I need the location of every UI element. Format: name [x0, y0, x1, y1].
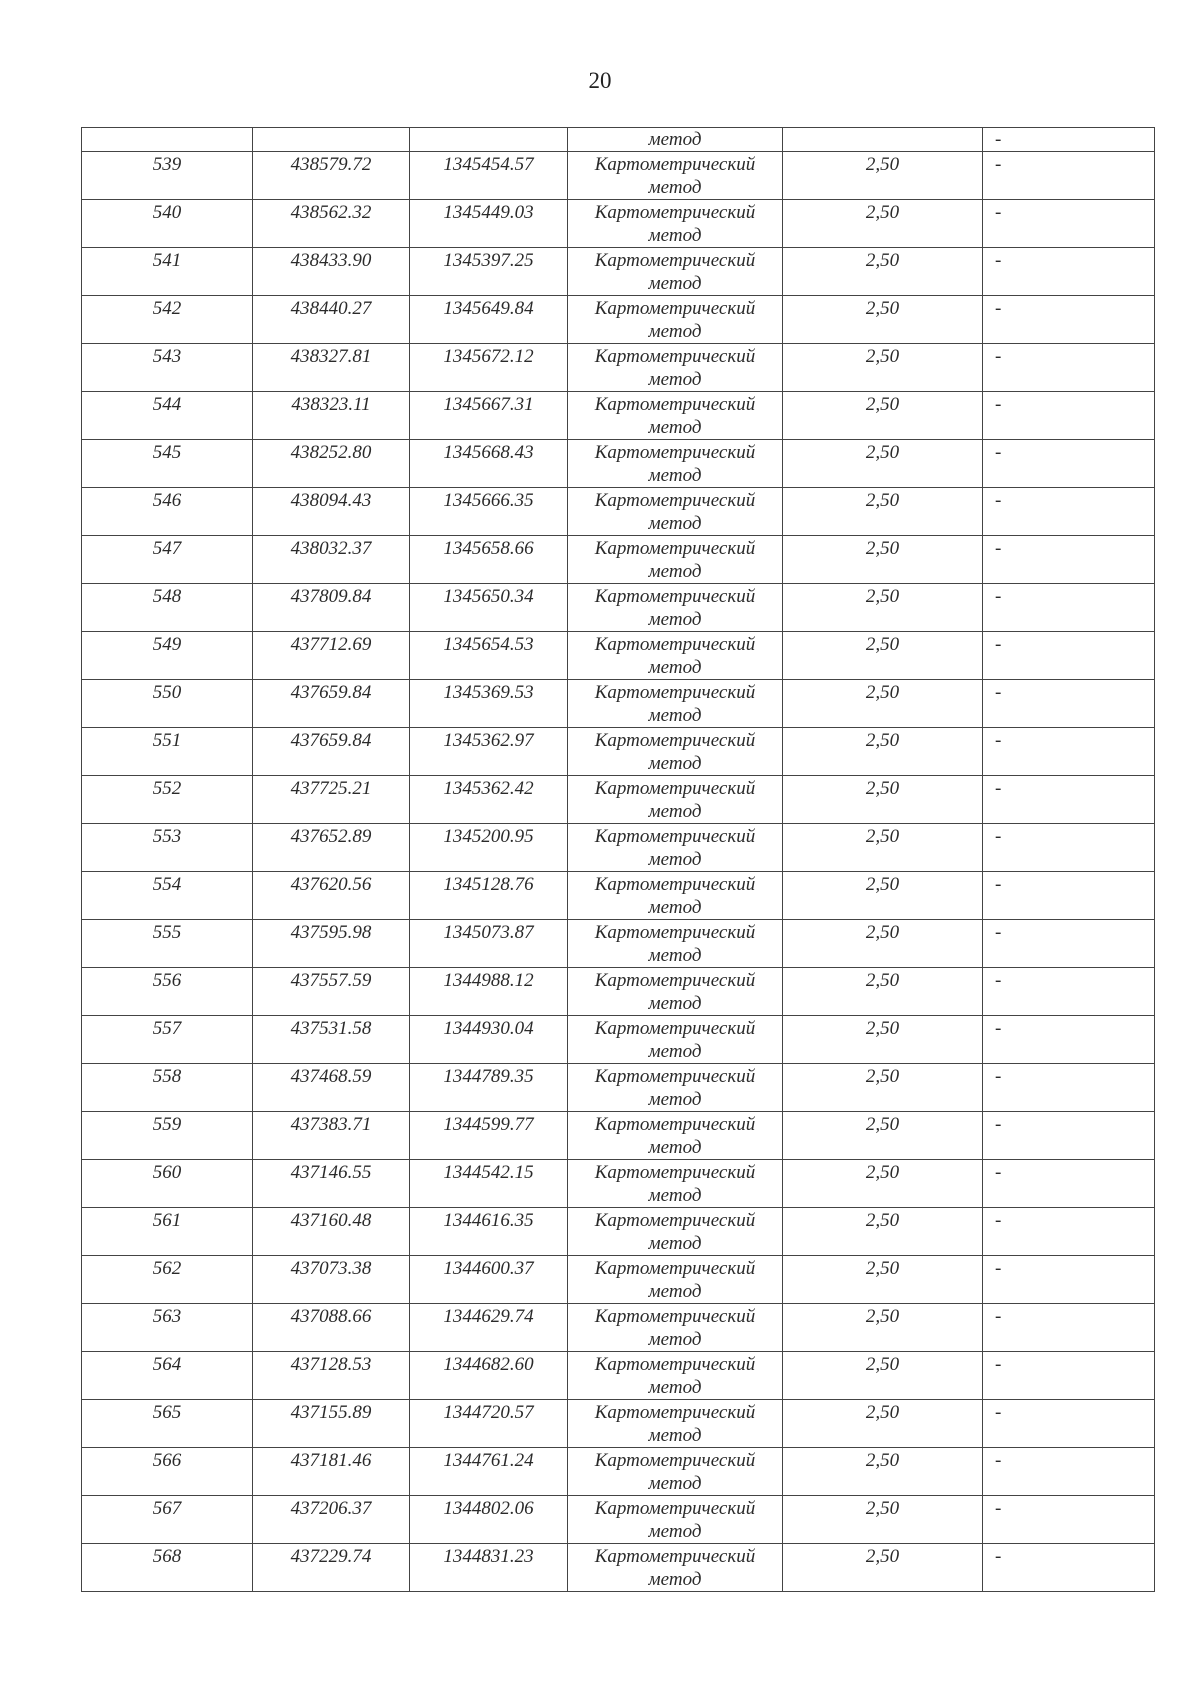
table-row — [82, 920, 1155, 968]
cell-method — [568, 1208, 783, 1256]
cell-point-number: 555 — [82, 920, 253, 968]
cell-description: - — [983, 1448, 1155, 1496]
method-line-2: метод — [648, 1329, 702, 1350]
method-line-1: Картометрический — [594, 490, 756, 511]
cell-method — [568, 1112, 783, 1160]
cell-point-number: 551 — [82, 728, 253, 776]
method-line-1: Картометрический — [594, 1498, 756, 1519]
method-line-1: Картометрический — [594, 154, 756, 175]
cell-description: - — [983, 1352, 1155, 1400]
method-line-1: Картометрический — [594, 1258, 756, 1279]
cell-precision: 2,50 — [783, 824, 983, 872]
cell-y-coordinate: 1345672.12 — [410, 344, 568, 392]
cell-x-coordinate: 438433.90 — [253, 248, 410, 296]
table-body — [82, 128, 1155, 1592]
cell-x-coordinate: 437088.66 — [253, 1304, 410, 1352]
cell-precision: 2,50 — [783, 1016, 983, 1064]
cell-point-number: 550 — [82, 680, 253, 728]
cell-description: - — [983, 1544, 1155, 1592]
cell-precision: 2,50 — [783, 1352, 983, 1400]
method-line-2: метод — [648, 1473, 702, 1494]
cell-point-number: 548 — [82, 584, 253, 632]
cell-precision: 2,50 — [783, 1448, 983, 1496]
cell-precision: 2,50 — [783, 584, 983, 632]
cell-description: - — [983, 1112, 1155, 1160]
method-line-1: Картометрический — [594, 1162, 756, 1183]
cell-x-coordinate: 438323.11 — [253, 392, 410, 440]
method-line-2: метод — [648, 1041, 702, 1062]
cell-point-number: 539 — [82, 152, 253, 200]
method-line-2: метод — [648, 273, 702, 294]
cell-x-coordinate: 437725.21 — [253, 776, 410, 824]
cell-point-number — [82, 128, 253, 152]
method-line-1: Картометрический — [594, 298, 756, 319]
cell-point-number: 543 — [82, 344, 253, 392]
cell-y-coordinate: 1345650.34 — [410, 584, 568, 632]
cell-method — [568, 824, 783, 872]
cell-description: - — [983, 440, 1155, 488]
cell-description: - — [983, 584, 1155, 632]
cell-method — [568, 536, 783, 584]
cell-precision: 2,50 — [783, 872, 983, 920]
method-line-1: Картометрический — [594, 730, 756, 751]
method-line-1: Картометрический — [594, 346, 756, 367]
table-row — [82, 1064, 1155, 1112]
method-line-2: метод — [648, 1569, 702, 1590]
cell-x-coordinate: 438032.37 — [253, 536, 410, 584]
table-row — [82, 296, 1155, 344]
cell-precision: 2,50 — [783, 488, 983, 536]
cell-precision: 2,50 — [783, 680, 983, 728]
cell-precision: 2,50 — [783, 200, 983, 248]
cell-x-coordinate: 438252.80 — [253, 440, 410, 488]
method-line-1: Картометрический — [594, 922, 756, 943]
table-row — [82, 1112, 1155, 1160]
cell-x-coordinate: 437181.46 — [253, 1448, 410, 1496]
cell-precision: 2,50 — [783, 728, 983, 776]
cell-x-coordinate: 437659.84 — [253, 728, 410, 776]
table-row — [82, 1400, 1155, 1448]
cell-y-coordinate — [410, 128, 568, 152]
method-line-2: метод — [648, 945, 702, 966]
cell-description: - — [983, 152, 1155, 200]
method-line-1: Картометрический — [594, 1066, 756, 1087]
method-line-1: Картометрический — [594, 1114, 756, 1135]
cell-method: метод — [568, 128, 783, 152]
cell-description: - — [983, 536, 1155, 584]
method-line-1: Картометрический — [594, 778, 756, 799]
method-line-2: метод — [648, 849, 702, 870]
table-row — [82, 536, 1155, 584]
cell-y-coordinate: 1345362.42 — [410, 776, 568, 824]
cell-description: - — [983, 296, 1155, 344]
table-row — [82, 344, 1155, 392]
cell-point-number: 557 — [82, 1016, 253, 1064]
cell-point-number: 559 — [82, 1112, 253, 1160]
table-row — [82, 1544, 1155, 1592]
cell-method — [568, 872, 783, 920]
cell-point-number: 552 — [82, 776, 253, 824]
method-line-2: метод — [648, 225, 702, 246]
cell-description: - — [983, 776, 1155, 824]
method-line-1: Картометрический — [594, 1210, 756, 1231]
method-line-2: метод — [648, 993, 702, 1014]
table-row — [82, 248, 1155, 296]
method-line-2: метод — [648, 657, 702, 678]
cell-precision: 2,50 — [783, 296, 983, 344]
method-line-2: метод — [648, 801, 702, 822]
cell-precision: 2,50 — [783, 1496, 983, 1544]
cell-precision: 2,50 — [783, 1256, 983, 1304]
cell-point-number: 542 — [82, 296, 253, 344]
cell-y-coordinate: 1344720.57 — [410, 1400, 568, 1448]
method-line-2: метод — [648, 1521, 702, 1542]
cell-description: - — [983, 488, 1155, 536]
method-line-1: Картометрический — [594, 826, 756, 847]
cell-y-coordinate: 1345654.53 — [410, 632, 568, 680]
cell-point-number: 553 — [82, 824, 253, 872]
cell-y-coordinate: 1345073.87 — [410, 920, 568, 968]
table-row — [82, 632, 1155, 680]
table-row — [82, 776, 1155, 824]
method-line-1: Картометрический — [594, 634, 756, 655]
continuation-row — [82, 128, 1155, 152]
cell-precision: 2,50 — [783, 440, 983, 488]
cell-description: - — [983, 1304, 1155, 1352]
cell-point-number: 560 — [82, 1160, 253, 1208]
cell-precision: 2,50 — [783, 1064, 983, 1112]
cell-method — [568, 968, 783, 1016]
cell-method — [568, 1352, 783, 1400]
cell-precision: 2,50 — [783, 776, 983, 824]
cell-x-coordinate: 437531.58 — [253, 1016, 410, 1064]
cell-description: - — [983, 1160, 1155, 1208]
method-line-2: метод — [648, 1233, 702, 1254]
cell-y-coordinate: 1344629.74 — [410, 1304, 568, 1352]
cell-x-coordinate: 437659.84 — [253, 680, 410, 728]
cell-y-coordinate: 1344831.23 — [410, 1544, 568, 1592]
cell-y-coordinate: 1344616.35 — [410, 1208, 568, 1256]
cell-y-coordinate: 1344600.37 — [410, 1256, 568, 1304]
cell-description: - — [983, 824, 1155, 872]
cell-y-coordinate: 1344789.35 — [410, 1064, 568, 1112]
method-line-2: метод — [648, 705, 702, 726]
cell-precision: 2,50 — [783, 248, 983, 296]
cell-precision — [783, 128, 983, 152]
cell-precision: 2,50 — [783, 152, 983, 200]
cell-y-coordinate: 1344930.04 — [410, 1016, 568, 1064]
cell-precision: 2,50 — [783, 344, 983, 392]
cell-method — [568, 728, 783, 776]
method-line-1: Картометрический — [594, 1306, 756, 1327]
cell-x-coordinate: 437146.55 — [253, 1160, 410, 1208]
cell-method — [568, 632, 783, 680]
cell-x-coordinate: 438579.72 — [253, 152, 410, 200]
cell-method — [568, 1544, 783, 1592]
table-row — [82, 1256, 1155, 1304]
method-line-2: метод — [648, 1281, 702, 1302]
cell-y-coordinate: 1345658.66 — [410, 536, 568, 584]
table-row — [82, 152, 1155, 200]
cell-point-number: 554 — [82, 872, 253, 920]
cell-y-coordinate: 1344682.60 — [410, 1352, 568, 1400]
cell-x-coordinate: 437595.98 — [253, 920, 410, 968]
table-row — [82, 1496, 1155, 1544]
coordinates-table — [81, 127, 1155, 1592]
cell-x-coordinate: 437809.84 — [253, 584, 410, 632]
cell-description: - — [983, 872, 1155, 920]
cell-method — [568, 1256, 783, 1304]
cell-x-coordinate: 437383.71 — [253, 1112, 410, 1160]
table-row — [82, 488, 1155, 536]
cell-x-coordinate: 437712.69 — [253, 632, 410, 680]
cell-method — [568, 1016, 783, 1064]
cell-method — [568, 152, 783, 200]
cell-method — [568, 440, 783, 488]
cell-y-coordinate: 1345369.53 — [410, 680, 568, 728]
cell-y-coordinate: 1345128.76 — [410, 872, 568, 920]
method-line-1: Картометрический — [594, 538, 756, 559]
table-row — [82, 584, 1155, 632]
cell-y-coordinate: 1344988.12 — [410, 968, 568, 1016]
cell-y-coordinate: 1345668.43 — [410, 440, 568, 488]
cell-precision: 2,50 — [783, 1544, 983, 1592]
cell-precision: 2,50 — [783, 536, 983, 584]
cell-description: - — [983, 968, 1155, 1016]
cell-y-coordinate: 1345454.57 — [410, 152, 568, 200]
cell-point-number: 566 — [82, 1448, 253, 1496]
table-row — [82, 1448, 1155, 1496]
cell-description: - — [983, 248, 1155, 296]
cell-point-number: 544 — [82, 392, 253, 440]
table-row — [82, 1304, 1155, 1352]
cell-x-coordinate: 437468.59 — [253, 1064, 410, 1112]
cell-method — [568, 200, 783, 248]
method-line-1: Картометрический — [594, 970, 756, 991]
cell-x-coordinate — [253, 128, 410, 152]
cell-description: - — [983, 1400, 1155, 1448]
method-line-1: Картометрический — [594, 1018, 756, 1039]
cell-description: - — [983, 920, 1155, 968]
method-line-2: метод — [648, 513, 702, 534]
cell-method — [568, 1304, 783, 1352]
method-line-2: метод — [648, 465, 702, 486]
method-line-1: Картометрический — [594, 250, 756, 271]
cell-x-coordinate: 437206.37 — [253, 1496, 410, 1544]
table-row — [82, 1352, 1155, 1400]
cell-x-coordinate: 437160.48 — [253, 1208, 410, 1256]
cell-method — [568, 296, 783, 344]
cell-point-number: 556 — [82, 968, 253, 1016]
cell-x-coordinate: 437620.56 — [253, 872, 410, 920]
cell-precision: 2,50 — [783, 1112, 983, 1160]
cell-method — [568, 920, 783, 968]
cell-point-number: 567 — [82, 1496, 253, 1544]
cell-y-coordinate: 1344761.24 — [410, 1448, 568, 1496]
cell-point-number: 565 — [82, 1400, 253, 1448]
method-line-1: Картометрический — [594, 1354, 756, 1375]
method-line-1: Картометрический — [594, 1402, 756, 1423]
method-line-1: Картометрический — [594, 202, 756, 223]
method-line-2: метод — [648, 897, 702, 918]
cell-point-number: 541 — [82, 248, 253, 296]
cell-point-number: 547 — [82, 536, 253, 584]
table-row — [82, 1016, 1155, 1064]
cell-point-number: 561 — [82, 1208, 253, 1256]
page-number: 20 — [588, 68, 612, 93]
cell-point-number: 564 — [82, 1352, 253, 1400]
table-row — [82, 872, 1155, 920]
table-row — [82, 392, 1155, 440]
method-line-1: Картометрический — [594, 682, 756, 703]
cell-y-coordinate: 1345667.31 — [410, 392, 568, 440]
table-row — [82, 200, 1155, 248]
cell-x-coordinate: 437155.89 — [253, 1400, 410, 1448]
method-line-1: Картометрический — [594, 1546, 756, 1567]
cell-x-coordinate: 437652.89 — [253, 824, 410, 872]
cell-y-coordinate: 1345666.35 — [410, 488, 568, 536]
cell-precision: 2,50 — [783, 1304, 983, 1352]
cell-precision: 2,50 — [783, 1400, 983, 1448]
cell-description: - — [983, 680, 1155, 728]
cell-precision: 2,50 — [783, 1208, 983, 1256]
cell-description: - — [983, 728, 1155, 776]
cell-point-number: 568 — [82, 1544, 253, 1592]
cell-description: - — [983, 1256, 1155, 1304]
cell-method — [568, 488, 783, 536]
cell-method — [568, 680, 783, 728]
method-line-2: метод — [648, 1089, 702, 1110]
method-line-1: Картометрический — [594, 1450, 756, 1471]
cell-description: - — [983, 1016, 1155, 1064]
method-line-2: метод — [648, 561, 702, 582]
table-row — [82, 440, 1155, 488]
cell-point-number: 549 — [82, 632, 253, 680]
cell-x-coordinate: 437229.74 — [253, 1544, 410, 1592]
cell-precision: 2,50 — [783, 920, 983, 968]
method-line-1: Картометрический — [594, 874, 756, 895]
cell-description: - — [983, 1064, 1155, 1112]
cell-description: - — [983, 128, 1155, 152]
table-row — [82, 824, 1155, 872]
table-row — [82, 728, 1155, 776]
cell-y-coordinate: 1345649.84 — [410, 296, 568, 344]
method-line-1: Картометрический — [594, 394, 756, 415]
cell-point-number: 545 — [82, 440, 253, 488]
cell-x-coordinate: 438440.27 — [253, 296, 410, 344]
cell-y-coordinate: 1345397.25 — [410, 248, 568, 296]
cell-y-coordinate: 1344802.06 — [410, 1496, 568, 1544]
cell-precision: 2,50 — [783, 968, 983, 1016]
method-line-2: метод — [648, 1137, 702, 1158]
cell-x-coordinate: 438094.43 — [253, 488, 410, 536]
cell-description: - — [983, 200, 1155, 248]
cell-y-coordinate: 1344542.15 — [410, 1160, 568, 1208]
cell-x-coordinate: 438562.32 — [253, 200, 410, 248]
cell-y-coordinate: 1345362.97 — [410, 728, 568, 776]
cell-description: - — [983, 392, 1155, 440]
method-line-2: метод — [648, 321, 702, 342]
cell-method — [568, 776, 783, 824]
cell-method — [568, 248, 783, 296]
table-row — [82, 1208, 1155, 1256]
cell-point-number: 563 — [82, 1304, 253, 1352]
cell-x-coordinate: 437557.59 — [253, 968, 410, 1016]
cell-precision: 2,50 — [783, 632, 983, 680]
cell-point-number: 562 — [82, 1256, 253, 1304]
table-row — [82, 680, 1155, 728]
cell-method — [568, 1448, 783, 1496]
table-row — [82, 1160, 1155, 1208]
method-line-2: метод — [648, 417, 702, 438]
method-line-2: метод — [648, 177, 702, 198]
method-line-2: метод — [648, 753, 702, 774]
cell-method — [568, 1400, 783, 1448]
cell-point-number: 540 — [82, 200, 253, 248]
cell-description: - — [983, 1496, 1155, 1544]
method-line-2: метод — [648, 1185, 702, 1206]
cell-precision: 2,50 — [783, 1160, 983, 1208]
cell-point-number: 558 — [82, 1064, 253, 1112]
cell-description: - — [983, 344, 1155, 392]
cell-x-coordinate: 438327.81 — [253, 344, 410, 392]
method-line-1: Картометрический — [594, 442, 756, 463]
cell-method — [568, 584, 783, 632]
cell-method — [568, 392, 783, 440]
method-line-2: метод — [648, 369, 702, 390]
cell-method — [568, 344, 783, 392]
cell-description: - — [983, 632, 1155, 680]
cell-precision: 2,50 — [783, 392, 983, 440]
method-line-1: Картометрический — [594, 586, 756, 607]
cell-description: - — [983, 1208, 1155, 1256]
cell-x-coordinate: 437128.53 — [253, 1352, 410, 1400]
cell-method — [568, 1160, 783, 1208]
cell-method — [568, 1064, 783, 1112]
cell-y-coordinate: 1345449.03 — [410, 200, 568, 248]
method-line-2: метод — [648, 1377, 702, 1398]
method-line-2: метод — [648, 609, 702, 630]
method-line-2: метод — [648, 1425, 702, 1446]
cell-method — [568, 1496, 783, 1544]
cell-y-coordinate: 1344599.77 — [410, 1112, 568, 1160]
cell-point-number: 546 — [82, 488, 253, 536]
table-row — [82, 968, 1155, 1016]
cell-y-coordinate: 1345200.95 — [410, 824, 568, 872]
cell-x-coordinate: 437073.38 — [253, 1256, 410, 1304]
